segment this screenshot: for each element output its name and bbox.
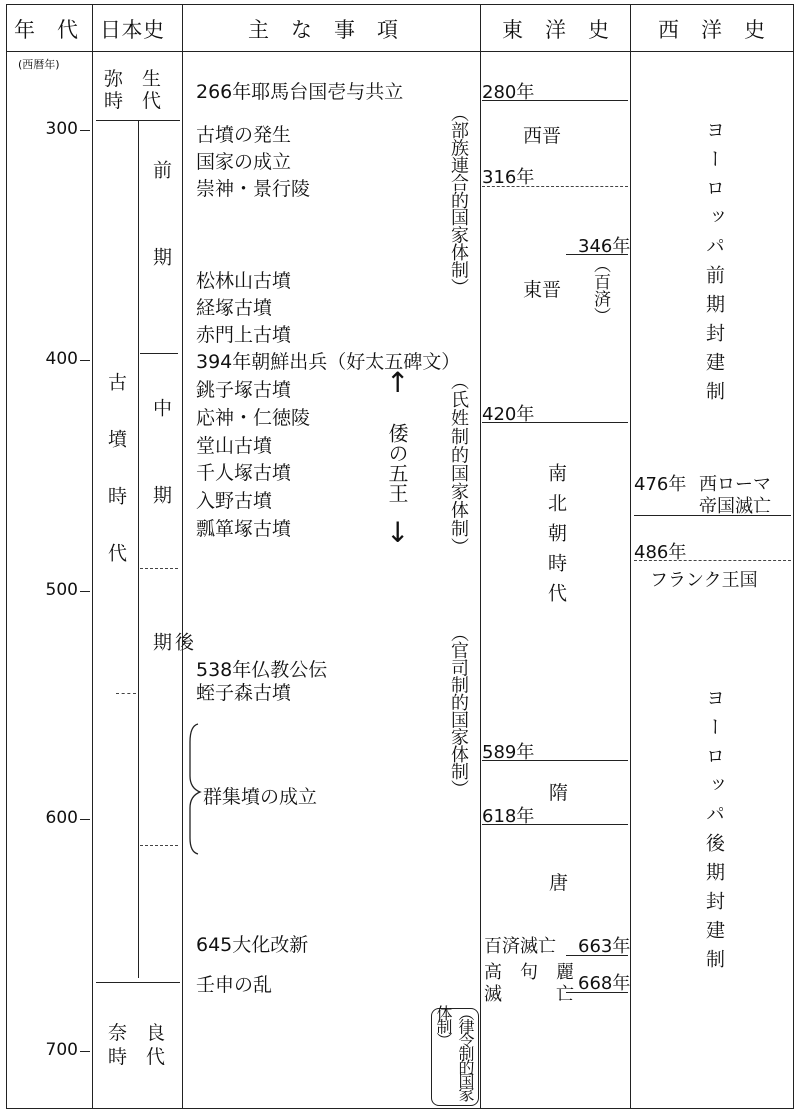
kofun-nara-divider [96,982,180,983]
event-taika: 645大化改新 [196,934,309,956]
yayoi-period-bottom: 時 代 [104,90,162,112]
kofun-subperiod-line [138,120,139,978]
east-line-618 [482,824,628,825]
west-late-feudalism: ヨーロッパ後期封建制 [703,688,725,978]
event-kofun-origin: 古墳の発生 [196,124,292,146]
year-tick-300 [80,130,90,131]
kofun-period-label: 古墳時代 [105,372,127,600]
east-year-618: 618年 [482,806,535,827]
kofun-late-label: 後期 [150,632,194,889]
east-year-280: 280年 [482,82,535,103]
wa-arrow-down-icon: ↓ [386,516,410,549]
west-year-476: 476年 [634,474,687,495]
east-line-280 [482,100,628,101]
east-year-346: 346年 [578,236,631,257]
column-divider-events [480,4,481,1108]
header-divider [6,51,794,52]
gunshufun-brace [184,722,204,856]
event-jinshin: 壬申の乱 [196,974,273,996]
nara-period-bottom: 時 代 [108,1046,166,1068]
east-line-420 [482,422,628,423]
kofun-late-dash-2 [140,845,178,846]
west-line-476 [634,515,791,516]
event-sujin-keiko: 崇神・景行陵 [196,178,311,200]
system-ritsuryo-box [431,1005,479,1106]
year-tick-600 [80,819,90,820]
east-year-663: 663年 [578,936,631,957]
west-frankish-kingdom: フランク王国 [650,570,758,591]
east-year-668: 668年 [578,973,631,994]
header-main-events: 主 な 事 項 [248,18,399,42]
event-akamon: 赤門上古墳 [196,324,292,346]
east-line-668 [566,992,628,993]
kofun-early-label: 前期 [150,160,172,334]
east-sui: 隋 [549,782,569,804]
header-era: 年 代 [14,18,79,42]
event-shorinzan: 松林山古墳 [196,270,292,292]
event-doyama: 堂山古墳 [196,435,273,457]
table-top-border [6,4,794,5]
west-line-486 [634,560,791,561]
event-538-buddhism: 538年仏教公伝 [196,659,328,681]
year-tick-400 [80,360,90,361]
east-year-316: 316年 [482,167,535,188]
east-line-316 [482,186,628,187]
east-western-jin: 西晋 [523,125,562,147]
year-tick-700 [80,1051,90,1052]
nara-period-top: 奈 良 [108,1022,166,1044]
system-shisei: （氏姓制的国家体制） [448,372,469,556]
event-choshizuka: 銚子塚古墳 [196,379,292,401]
wa-arrow-up-icon: ↑ [386,366,410,399]
table-bottom-border [6,1108,794,1109]
east-baekje-fall: 百済滅亡 [484,936,556,957]
kofun-late-dash-1 [116,693,136,694]
west-rome-1: 西ローマ [699,474,771,495]
east-line-346 [566,254,628,255]
system-kanshi: （官司制的国家体制） [448,624,469,798]
event-sennin: 千人塚古墳 [196,462,292,484]
east-line-663 [566,955,628,956]
event-394-korea: 394年朝鮮出兵（好太五碑文） [196,351,461,373]
west-early-feudalism: ヨーロッパ前期封建制 [703,120,725,410]
east-tang: 唐 [549,872,569,894]
event-kyozuka: 経塚古墳 [196,297,273,319]
yayoi-period-top: 弥 生 [104,68,162,90]
kofun-middle-label: 中期 [150,398,172,572]
west-rome-2: 帝国滅亡 [699,496,771,517]
system-ritsuryo: （律令制的国家体制） [434,1005,475,1100]
table-right-border [793,4,794,1108]
event-yamatai: 266年耶馬台国壱与共立 [196,81,404,103]
east-north-south-dynasties: 南北朝時代 [545,463,567,613]
system-tribal-federation: （部族連合的国家体制） [448,104,469,296]
wa-five-kings-label: 倭の五王 [385,423,409,503]
east-line-589 [482,760,628,761]
east-eastern-jin: 東晋 [523,279,562,301]
event-gunshufun: 群集墳の成立 [203,786,318,808]
event-hyotanzuka: 瓢箪塚古墳 [196,518,292,540]
header-japan-history: 日本史 [100,18,165,42]
east-goguryeo-1: 高 句 麗 [484,962,574,983]
east-year-420: 420年 [482,404,535,425]
east-goguryeo-2: 滅 亡 [484,984,574,1005]
west-year-486: 486年 [634,542,687,563]
year-label-400: 400 [45,349,78,369]
event-state-formation: 国家の成立 [196,151,292,173]
east-year-589: 589年 [482,742,535,763]
table-left-border [6,4,7,1108]
era-unit-note: (西暦年) [18,58,60,71]
year-label-700: 700 [45,1040,78,1060]
header-west-history: 西 洋 史 [658,18,766,42]
year-label-300: 300 [45,119,78,139]
event-irino: 入野古墳 [196,490,273,512]
year-label-500: 500 [45,580,78,600]
header-east-history: 東 洋 史 [502,18,610,42]
early-middle-divider [140,353,178,354]
event-ebisumori: 蛭子森古墳 [196,682,292,704]
year-label-600: 600 [45,808,78,828]
event-ojin-nintoku: 応神・仁徳陵 [196,407,311,429]
middle-late-divider [140,568,178,569]
east-baekje: （百済） [590,256,610,324]
column-divider-era [92,4,93,1108]
year-tick-500 [80,591,90,592]
